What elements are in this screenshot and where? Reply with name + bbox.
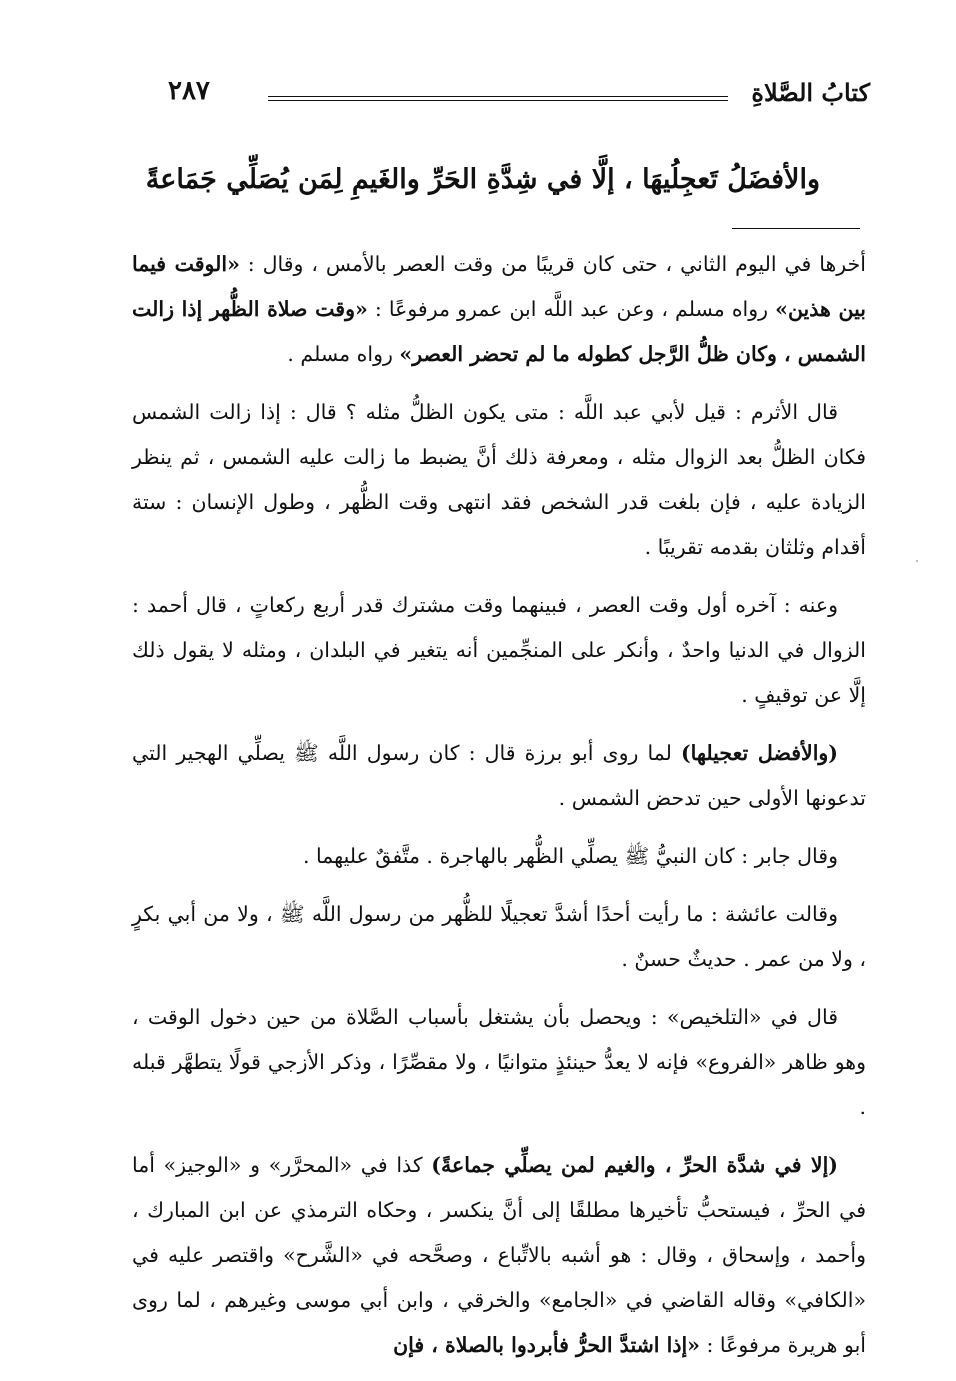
text-run: وقالت عائشة : ما رأيت أحدًا أشدَّ تعجيلًا للظُّهر من رسول اللَّه ﷺ ، ولا من أبي بكرٍ ، ولا من عمر . حديثٌ حسنٌ . xyxy=(132,902,866,971)
paragraph xyxy=(132,242,866,377)
bold-lemma: (والأفضل تعجيلها) xyxy=(680,741,839,765)
text-run: قال في «التلخيص» : ويحصل بأن يشتغل بأسباب الصَّلاة من حين دخول الوقت ، وهو ظاهر «الفروع» فإنه لا يعدُّ حينئذٍ متوانيًا ، ولا مقصِّرًا ، وذكر الأزجي قولًا يتطهَّر قبله . xyxy=(132,1005,866,1119)
text-run: لما روى أبو برزة قال : كان رسول اللَّه ﷺ يصلِّي الهجير التي تدعونها الأولى حين تدحض الشمس . xyxy=(132,741,866,810)
bold-lemma: «وقت صلاة الظُّهر إذا زالت الشمس ، وكان ظلُّ الرَّجل كطوله ما لم تحضر العصر» xyxy=(132,297,866,366)
bold-lemma: «الوقت فيما بين هذين» xyxy=(132,252,867,321)
book-title: كتابُ الصَّلاةِ xyxy=(751,78,870,107)
scan-speck xyxy=(916,560,918,562)
paragraph xyxy=(132,1143,866,1368)
commentary-body xyxy=(132,242,866,1381)
text-run: كذا في «المحرَّر» و «الوجيز» أما في الحرِّ ، فيستحبُّ تأخيرها مطلقًا إلى أنَّ ينكسر ، وحكاه الترمذي عن ابن المبارك ، وأحمد ، وإسحاق ، وقال : هو أشبه بالاتِّباع ، وصحَّحه في «الشَّرح» واقتصر عليه في «الكافي» وقاله القاضي في «الجامع» والخرقي ، وابن أبي موسى وغيرهم ، لما روى أبو هريرة مرفوعًا : xyxy=(132,1153,866,1357)
paragraph xyxy=(132,390,866,570)
header-rule xyxy=(268,96,728,101)
paragraph xyxy=(132,583,866,718)
heading-rule xyxy=(732,228,860,229)
text-run: وعنه : آخره أول وقت العصر ، فبينهما وقت مشترك قدر أربع ركعاتٍ ، قال أحمد : الزوال في الدنيا واحدٌ ، وأنكر على المنجِّمين أنه يتغير في البلدان ، ومثله لا يقول ذلك إلَّا عن توقيفٍ . xyxy=(132,593,866,707)
text-run: قال الأثرم : قيل لأبي عبد اللَّه : متى يكون الظلُّ مثله ؟ قال : إذا زالت الشمس فكان الظلُّ بعد الزوال مثله ، ومعرفة ذلك أنَّ يضبط ما زالت عليه الشمس ، ثم ينظر الزيادة عليه ، فإن بلغت قدر الشخص فقد انتهى وقت الظُّهر ، وطول الإنسان : ستة أقدام وثلثان بقدمه تقريبًا . xyxy=(132,400,866,559)
text-run: وقال جابر : كان النبيُّ ﷺ يصلِّي الظُّهر بالهاجرة . متَّفقٌ عليهما . xyxy=(302,844,838,868)
text-run: رواه مسلم . xyxy=(287,342,400,366)
paragraph xyxy=(132,995,866,1130)
text-run: رواه مسلم ، وعن عبد اللَّه ابن عمرو مرفوعًا : xyxy=(367,297,776,321)
paragraph xyxy=(132,892,866,982)
bold-lemma: «إذا اشتدَّ الحرُّ فأبردوا بالصلاة ، فإن xyxy=(393,1333,700,1357)
bold-lemma: (إلا في شدَّة الحرِّ ، والغيم لمن يصلِّي جماعةً) xyxy=(431,1153,838,1177)
page-number: ٢٨٧ xyxy=(168,76,210,106)
text-run: أخرها في اليوم الثاني ، حتى كان قريبًا من وقت العصر بالأمس ، وقال : xyxy=(239,252,866,276)
paragraph xyxy=(132,834,866,879)
paragraph xyxy=(132,731,866,821)
matn-heading: والأفضَلُ تَعجِلُيهَا ، إلَّا في شِدَّةِ الحَرِّ والغَيمِ لِمَن يُصَلِّي جَمَاعةً xyxy=(145,164,820,195)
running-header xyxy=(140,72,870,116)
